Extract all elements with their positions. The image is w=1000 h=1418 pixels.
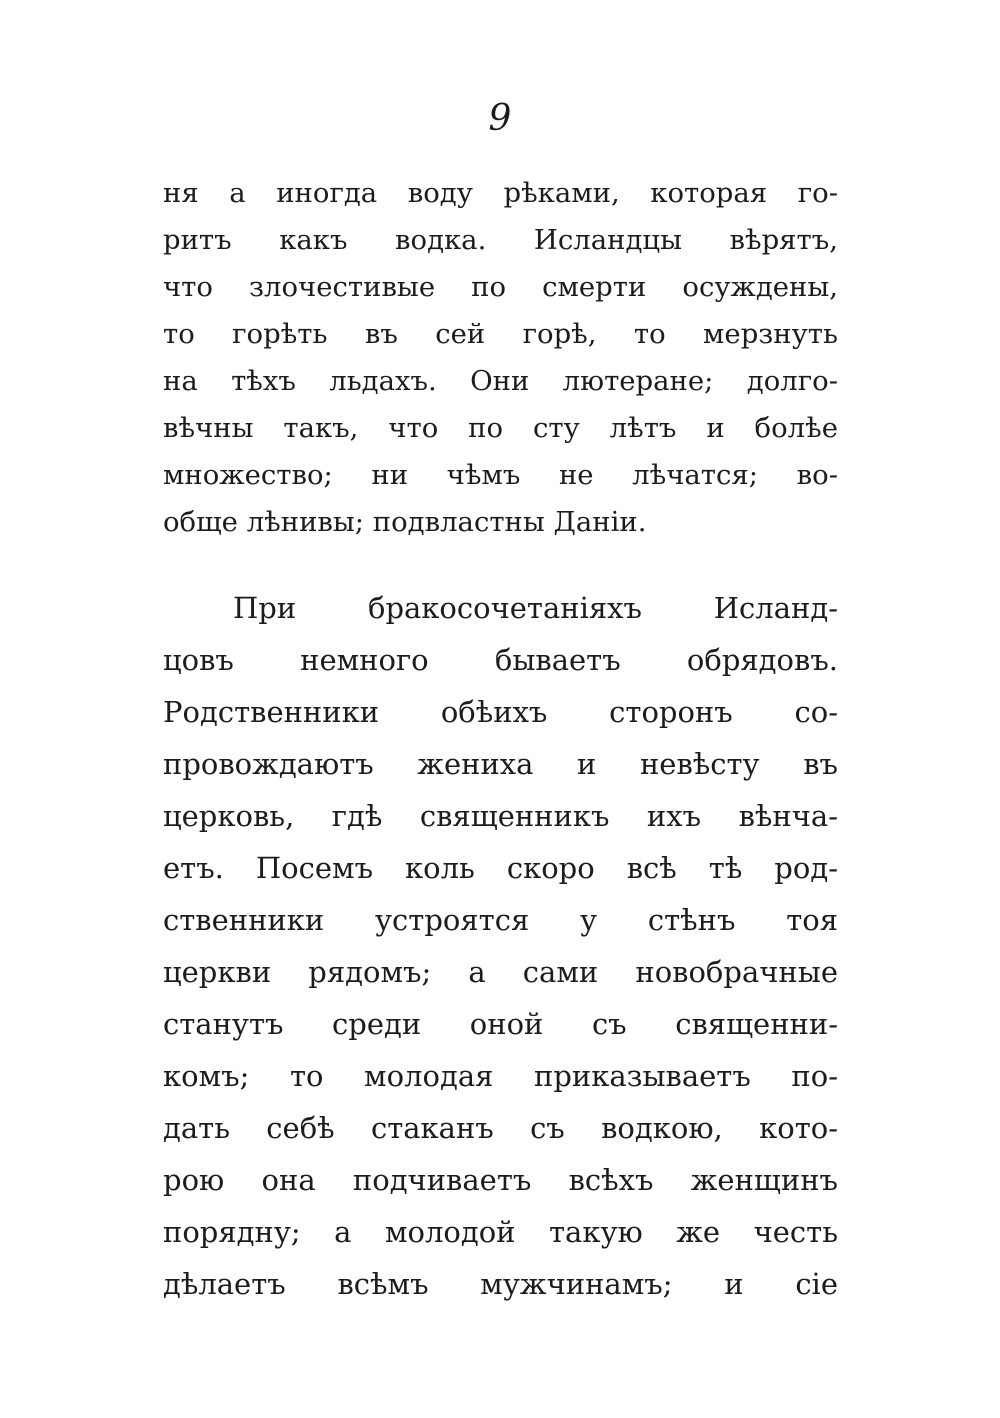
text-line: комъ; то молодая приказываетъ по- bbox=[163, 1059, 838, 1093]
text-line: вѣчны такъ, что по сту лѣтъ и болѣе bbox=[163, 412, 838, 444]
text-line: ственники устроятся у стѣнъ тоя bbox=[163, 903, 838, 937]
text-line: церкви рядомъ; а сами новобрачные bbox=[163, 955, 838, 989]
text-line: множество; ни чѣмъ не лѣчатся; во- bbox=[163, 459, 838, 491]
text-line: При бракосочетаніяхъ Исланд- bbox=[233, 591, 838, 625]
text-line: на тѣхъ льдахъ. Они лютеране; долго- bbox=[163, 365, 838, 397]
text-line: дѣлаетъ всѣмъ мужчинамъ; и сіе bbox=[163, 1267, 838, 1301]
text-line: ритъ какъ водка. Исландцы вѣрятъ, bbox=[163, 224, 838, 256]
text-line: церковь, гдѣ священникъ ихъ вѣнча- bbox=[163, 799, 838, 833]
paragraph-continuation bbox=[163, 170, 838, 546]
page-number: 9 bbox=[488, 98, 512, 139]
text-line: то горѣть въ сей горѣ, то мерзнуть bbox=[163, 318, 838, 350]
paragraph-wedding bbox=[163, 582, 838, 1310]
text-line: станутъ среди оной съ священни- bbox=[163, 1007, 838, 1041]
text-line: ня а иногда воду рѣками, которая го- bbox=[163, 177, 838, 209]
text-line: обще лѣнивы; подвластны Даніи. bbox=[163, 506, 647, 538]
text-line: Родственники обѣихъ сторонъ со- bbox=[163, 695, 838, 729]
text-line: порядну; а молодой такую же честь bbox=[163, 1215, 838, 1249]
text-line: етъ. Посемъ коль скоро всѣ тѣ род- bbox=[163, 851, 838, 885]
text-line: дать себѣ стаканъ съ водкою, кото- bbox=[163, 1111, 838, 1145]
text-line: рою она подчиваетъ всѣхъ женщинъ bbox=[163, 1163, 838, 1197]
text-line: провождаютъ жениха и невѣсту въ bbox=[163, 747, 838, 781]
text-line: цовъ немного бываетъ обрядовъ. bbox=[163, 643, 838, 677]
text-line: что злочестивые по смерти осуждены, bbox=[163, 271, 838, 303]
